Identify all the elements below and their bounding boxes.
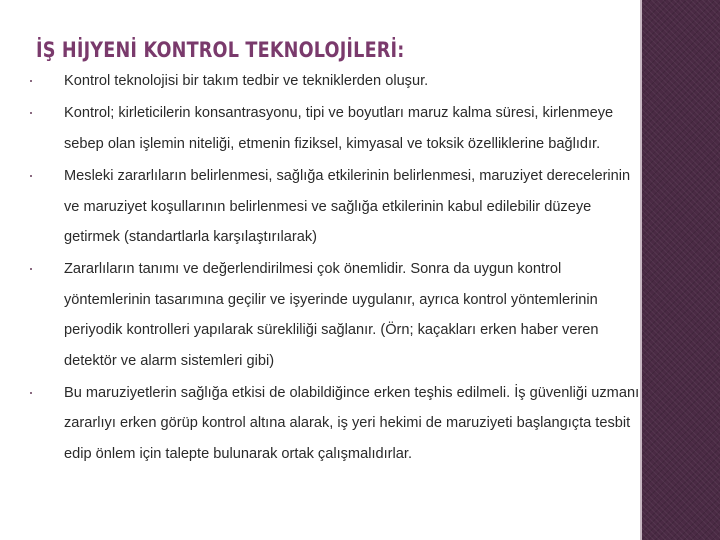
bullet-text: Bu maruziyetlerin sağlığa etkisi de olabildiğince erken teşhis edilmeli. İş güvenliği uzmanı zararlıyı erken görüp kontrol altına alarak, iş yeri hekimi de maruziyeti başlangıçta tesbit edip önlem için talepte bulunarak ortak çalışmalıdırlar. [64,385,640,462]
bullet-marker-icon [30,80,32,82]
bullet-marker-icon [30,112,32,114]
bullet-marker-icon [30,175,32,177]
bullet-item [28,98,640,159]
decorative-sidebar [642,0,720,540]
bullet-list [28,66,640,471]
bullet-marker-icon [30,268,32,270]
bullet-item [28,66,640,96]
bullet-text: Mesleki zararlıların belirlenmesi, sağlığa etkilerinin belirlenmesi, maruziyet derecelerinin ve maruziyet koşullarının belirlenmesi ve sağlığa etkilerinin kabul edilebilir düzeye getirmek (standartlarla karşılaştırılarak) [64,168,631,246]
bullet-text: Kontrol teknolojisi bir takım tedbir ve tekniklerden oluşur. [64,73,429,89]
bullet-marker-icon [30,392,32,394]
bullet-text: Kontrol; kirleticilerin konsantrasyonu, tipi ve boyutları maruz kalma süresi, kirlenmeye sebep olan işlemin niteliği, etmenin fiziksel, kimyasal ve toksik özelliklerine bağlıdır. [64,105,614,152]
bullet-item [28,161,640,252]
slide-title: İŞ HİJYENİ KONTROL TEKNOLOJİLERİ: [36,38,405,62]
bullet-item [28,254,640,376]
bullet-item [28,378,640,469]
bullet-text: Zararlıların tanımı ve değerlendirilmesi çok önemlidir. Sonra da uygun kontrol yöntemlerinin tasarımına geçilir ve işyerinde uygulanır, ayrıca kontrol yöntemlerinin periyodik kontrolleri yapılarak sürekliliği sağlanır. (Örn; kaçakları erken haber veren detektör ve alarm sistemleri gibi) [64,261,599,369]
